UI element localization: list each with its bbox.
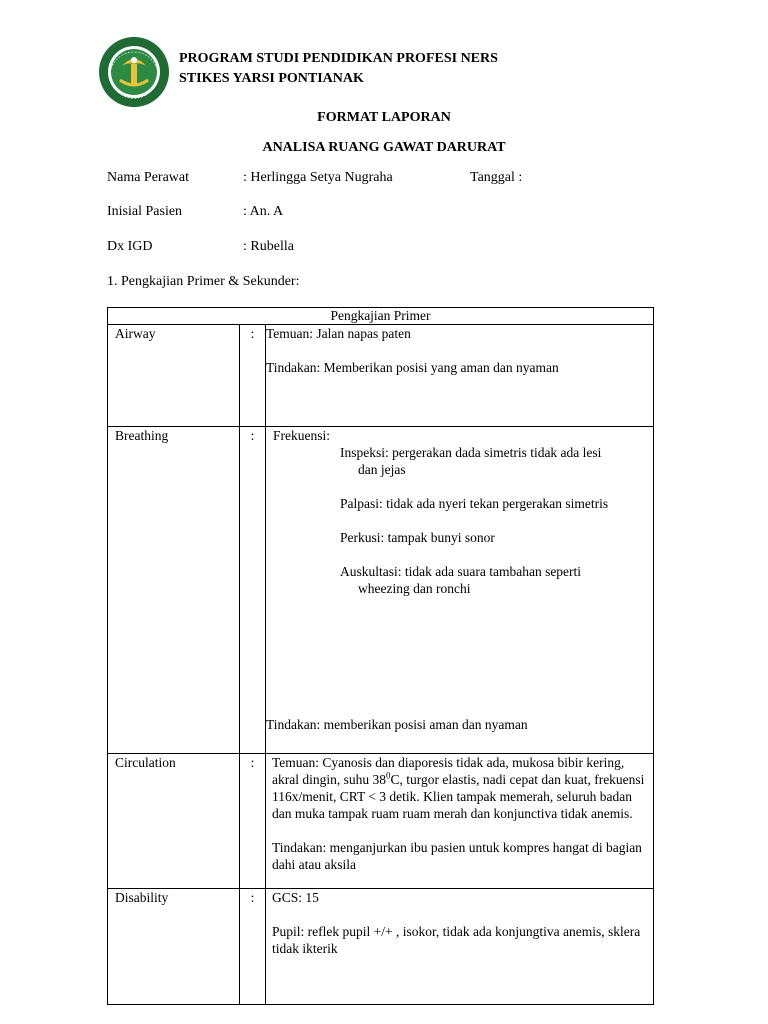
table-header: Pengkajian Primer <box>108 308 654 325</box>
institution-line-1: PROGRAM STUDI PENDIDIKAN PROFESI NERS <box>179 51 498 66</box>
breathing-auskultasi-cont: wheezing dan ronchi <box>358 581 471 596</box>
dx-label: Dx IGD <box>107 239 153 254</box>
breathing-content <box>266 427 654 754</box>
airway-colon: : <box>240 325 266 427</box>
table-row-breathing <box>108 427 654 754</box>
nurse-label: Nama Perawat <box>107 170 190 185</box>
breathing-perkusi: Perkusi: tampak bunyi sonor <box>340 530 495 545</box>
table-row-disability <box>108 889 654 1005</box>
circulation-action: Tindakan: menganjurkan ibu pasien untuk kompres hangat di bagian dahi atau aksila <box>272 840 642 872</box>
dx-value: : Rubella <box>243 239 294 254</box>
patient-value: : An. A <box>243 204 284 219</box>
circulation-colon: : <box>240 754 266 889</box>
breathing-frekuensi: Frekuensi: <box>273 428 330 443</box>
section-title: 1. Pengkajian Primer & Sekunder: <box>107 274 300 289</box>
disability-label: Disability <box>108 889 240 1005</box>
primary-assessment-table <box>107 307 654 1005</box>
disability-gcs: GCS: 15 <box>272 890 319 905</box>
circulation-content <box>266 754 654 889</box>
disability-content <box>266 889 654 1005</box>
analysis-title: ANALISA RUANG GAWAT DARURAT <box>262 140 506 155</box>
airway-label: Airway <box>108 325 240 427</box>
circulation-finding-pre: Temuan: Cyanosis dan diaporesis tidak ada, mukosa bibir kering, akral dingin, suhu 38 <box>272 755 625 787</box>
breathing-label: Breathing <box>108 427 240 754</box>
circulation-label: Circulation <box>108 754 240 889</box>
institution-name <box>179 49 498 89</box>
breathing-colon: : <box>240 427 266 754</box>
format-title: FORMAT LAPORAN <box>317 110 451 125</box>
airway-action: Tindakan: Memberikan posisi yang aman dan nyaman <box>266 360 559 375</box>
breathing-inspeksi: Inspeksi: pergerakan dada simetris tidak ada lesi <box>340 445 602 460</box>
airway-content <box>266 325 654 427</box>
disability-colon: : <box>240 889 266 1005</box>
breathing-palpasi: Palpasi: tidak ada nyeri tekan pergerakan simetris <box>340 496 609 511</box>
breathing-inspeksi-cont: dan jejas <box>358 462 406 477</box>
patient-label: Inisial Pasien <box>107 204 183 219</box>
breathing-auskultasi: Auskultasi: tidak ada suara tambahan seperti <box>340 564 582 579</box>
circulation-finding <box>272 754 647 822</box>
table-row-airway <box>108 325 654 427</box>
airway-finding: Temuan: Jalan napas paten <box>266 326 411 341</box>
table-row-circulation <box>108 754 654 889</box>
degree-sup: 0 <box>386 770 391 781</box>
breathing-action: Tindakan: memberikan posisi aman dan nyaman <box>266 717 528 732</box>
nurse-value: : Herlingga Setya Nugraha <box>243 170 393 185</box>
institution-line-2: STIKES YARSI PONTIANAK <box>179 71 364 86</box>
circulation-finding-post: C, turgor elastis, nadi cepat dan kuat, frekuensi 116x/menit, CRT < 3 detik. Klien tampak memerah, seluruh badan dan muka tampak ruam ruam merah dan konjunctiva tidak anemis. <box>272 772 645 821</box>
disability-pupil: Pupil: reflek pupil +/+ , isokor, tidak ada konjungtiva anemis, sklera tidak ikterik <box>272 924 641 956</box>
date-label: Tanggal : <box>470 170 523 185</box>
institution-logo <box>98 36 170 108</box>
